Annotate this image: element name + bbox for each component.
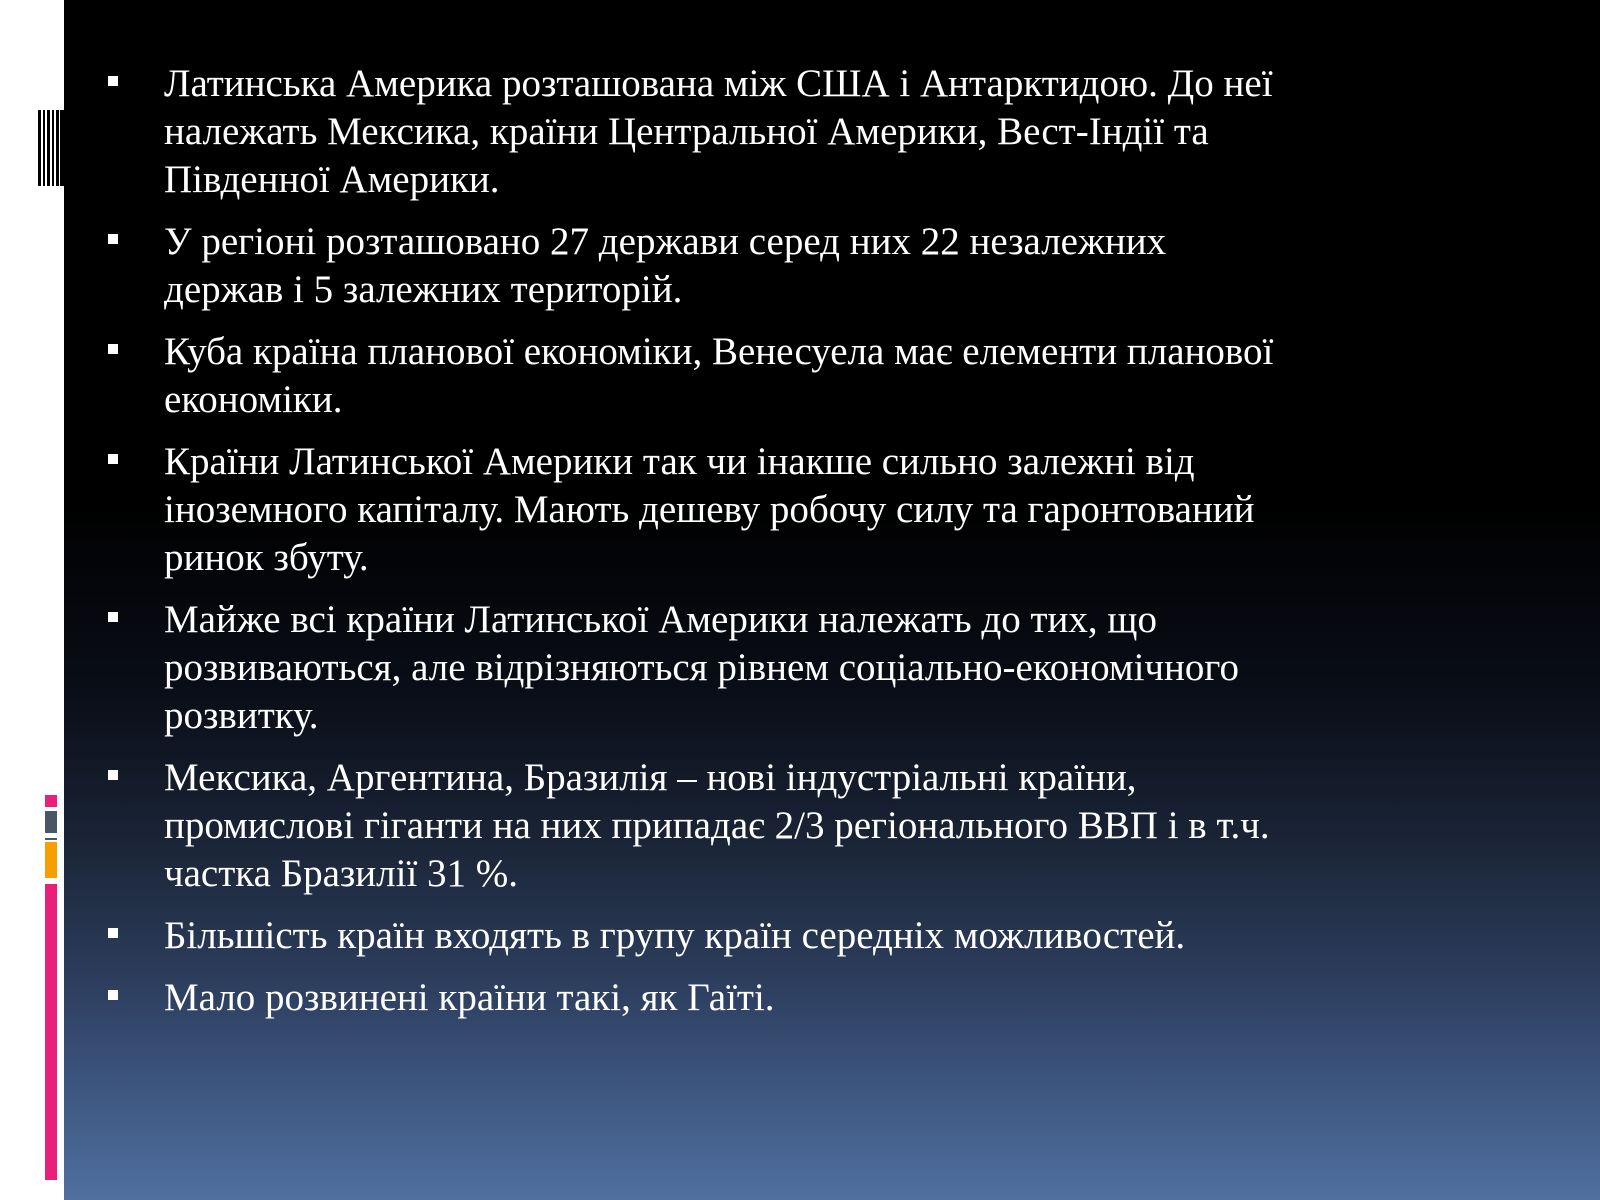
accent-bar-pink-small — [45, 795, 57, 807]
square-bullet-icon — [108, 770, 118, 780]
bullet-item — [104, 60, 1504, 204]
bullet-text: Мексика, Аргентина, Бразилія – нові індустріальні країни, промислові гіганти на них припадає 2/3 регіонального ВВП і в т.ч. частка Бразилії 31 %. — [164, 756, 1270, 895]
bullet-item — [104, 328, 1504, 424]
square-bullet-icon — [108, 76, 118, 86]
accent-bar-orange — [45, 842, 57, 878]
accent-bar-gray-1 — [45, 811, 57, 833]
bullet-list — [104, 60, 1504, 1036]
square-bullet-icon — [108, 234, 118, 244]
bullet-item — [104, 596, 1504, 740]
bullet-item — [104, 912, 1504, 960]
bullet-item — [104, 974, 1504, 1022]
square-bullet-icon — [108, 990, 118, 1000]
bullet-text: Куба країна планової економіки, Венесуела має елементи планової економіки. — [164, 330, 1274, 421]
bullet-text: Мало розвинені країни такі, як Гаїті. — [164, 976, 775, 1019]
square-bullet-icon — [108, 612, 118, 622]
accent-bar-pink-long — [45, 884, 57, 1180]
bullet-item — [104, 754, 1504, 898]
square-bullet-icon — [108, 454, 118, 464]
square-bullet-icon — [108, 344, 118, 354]
accent-bar-gray-2 — [45, 838, 57, 840]
bullet-item — [104, 218, 1504, 314]
square-bullet-icon — [108, 928, 118, 938]
bullet-item — [104, 438, 1504, 582]
bullet-text: Латинська Америка розташована між США і Антарктидою. До неї належать Мексика, країни Центральної Америки, Вест-Індії та Південної Америки. — [164, 62, 1273, 201]
bullet-text: У регіоні розташовано 27 держави серед них 22 незалежних держав і 5 залежних територій. — [164, 220, 1167, 311]
bullet-text: Майже всі країни Латинської Америки належать до тих, що розвиваються, але відрізняються рівнем соціально-економічного розвитку. — [164, 598, 1239, 737]
bullet-text: Країни Латинської Америки так чи інакше сильно залежні від іноземного капіталу. Мають дешеву робочу силу та гаронтований ринок збуту. — [164, 440, 1255, 579]
decorative-vertical-lines — [38, 110, 64, 186]
bullet-text: Більшість країн входять в групу країн середніх можливостей. — [164, 914, 1186, 957]
